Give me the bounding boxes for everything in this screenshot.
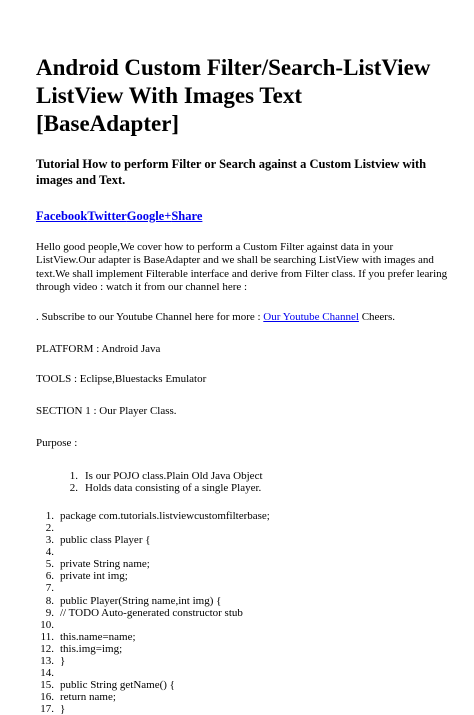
list-item-number: 1.: [69, 469, 78, 482]
code-line-number: 10.: [40, 618, 54, 631]
code-line-number: 11.: [40, 630, 54, 643]
code-line-text: public Player(String name,int img) {: [60, 594, 222, 607]
facebook-link[interactable]: Facebook: [36, 209, 88, 223]
tools-text: TOOLS : Eclipse,Bluestacks Emulator: [36, 373, 207, 386]
code-line-text: [54, 582, 60, 594]
code-line-number: 5.: [45, 558, 54, 571]
title-line-1: Android Custom Filter/Search-ListView: [36, 55, 431, 80]
list-item: [36, 482, 448, 494]
code-line-number: 1.: [45, 509, 54, 522]
code-line: [36, 522, 448, 534]
code-line-number: 14.: [40, 667, 54, 680]
title-line-2: ListView With Images Text [BaseAdapter]: [36, 83, 303, 136]
code-line-text: package com.tutorials.listviewcustomfilterbase;: [60, 509, 270, 522]
section-heading: SECTION 1 : Our Player Class.: [36, 404, 177, 417]
code-line-text: [54, 546, 60, 558]
code-line-text: [54, 522, 60, 534]
purpose-label: Purpose :: [36, 437, 78, 450]
list-item-text: Holds data consisting of a single Player.: [85, 481, 262, 494]
platform-text: PLATFORM : Android Java: [36, 343, 161, 356]
code-line-text: private int img;: [60, 570, 128, 583]
code-line-number: 7.: [45, 582, 54, 595]
document-page: [36, 54, 448, 715]
code-line: [36, 655, 448, 667]
code-line: [36, 595, 448, 607]
share-link[interactable]: Share: [171, 209, 203, 223]
code-line: [36, 558, 448, 570]
code-listing: [36, 510, 448, 715]
code-line-number: 16.: [40, 691, 54, 704]
code-line-number: 15.: [40, 679, 54, 692]
code-line-text: public class Player {: [60, 534, 151, 547]
code-line-number: 3.: [45, 534, 54, 547]
twitter-link[interactable]: Twitter: [87, 209, 127, 223]
code-line-number: 12.: [40, 642, 54, 655]
code-line: [36, 619, 448, 631]
subtitle: Tutorial How to perform Filter or Search against a Custom Listview with images and Text.: [36, 157, 427, 187]
code-line: [36, 607, 448, 619]
code-line-number: 6.: [45, 570, 54, 583]
google-plus-link[interactable]: Google+: [126, 209, 172, 223]
subscribe-prefix: . Subscribe to our Youtube Channel here for more :: [36, 310, 264, 323]
code-line: [36, 679, 448, 691]
code-line-number: 17.: [40, 703, 54, 715]
code-line: [36, 546, 448, 558]
code-line-text: this.name=name;: [60, 630, 136, 643]
code-line-text: this.img=img;: [60, 642, 123, 655]
code-line: [36, 691, 448, 703]
code-line: [36, 631, 448, 643]
code-line-text: private String name;: [60, 558, 150, 571]
code-line: [36, 510, 448, 522]
share-links: [36, 208, 448, 224]
code-line: [36, 534, 448, 546]
page-title: [36, 54, 448, 138]
subscribe-paragraph: [36, 311, 448, 324]
code-line: [36, 582, 448, 594]
code-line-text: [54, 619, 60, 631]
purpose-list: [36, 470, 448, 494]
code-line-text: public String getName() {: [60, 679, 175, 692]
code-line-text: }: [60, 703, 66, 715]
code-line-text: return name;: [60, 691, 116, 704]
code-line: [36, 703, 448, 715]
code-line: [36, 667, 448, 679]
list-item: [36, 470, 448, 482]
code-line-number: 4.: [45, 546, 54, 559]
code-line-number: 13.: [40, 654, 54, 667]
code-line-text: // TODO Auto-generated constructor stub: [60, 606, 243, 619]
subscribe-suffix: Cheers.: [358, 310, 395, 323]
code-line-number: 8.: [45, 594, 54, 607]
code-line: [36, 643, 448, 655]
code-line-number: 9.: [45, 606, 54, 619]
code-line: [36, 570, 448, 582]
youtube-channel-link[interactable]: Our Youtube Channel: [263, 310, 359, 323]
intro-paragraph: Hello good people,We cover how to perform a Custom Filter against data in your ListView.Our adapter is BaseAdapter and we shall be searching ListView with images and text.We shall implement Filterable interface and derive from Filter class. If you prefer learing through video : watch it from our channel here :: [36, 241, 448, 294]
list-item-text: Is our POJO class.Plain Old Java Object: [85, 469, 263, 482]
code-line-text: [54, 667, 60, 679]
list-item-number: 2.: [69, 481, 78, 494]
code-line-number: 2.: [45, 521, 54, 534]
code-line-text: }: [60, 654, 66, 667]
